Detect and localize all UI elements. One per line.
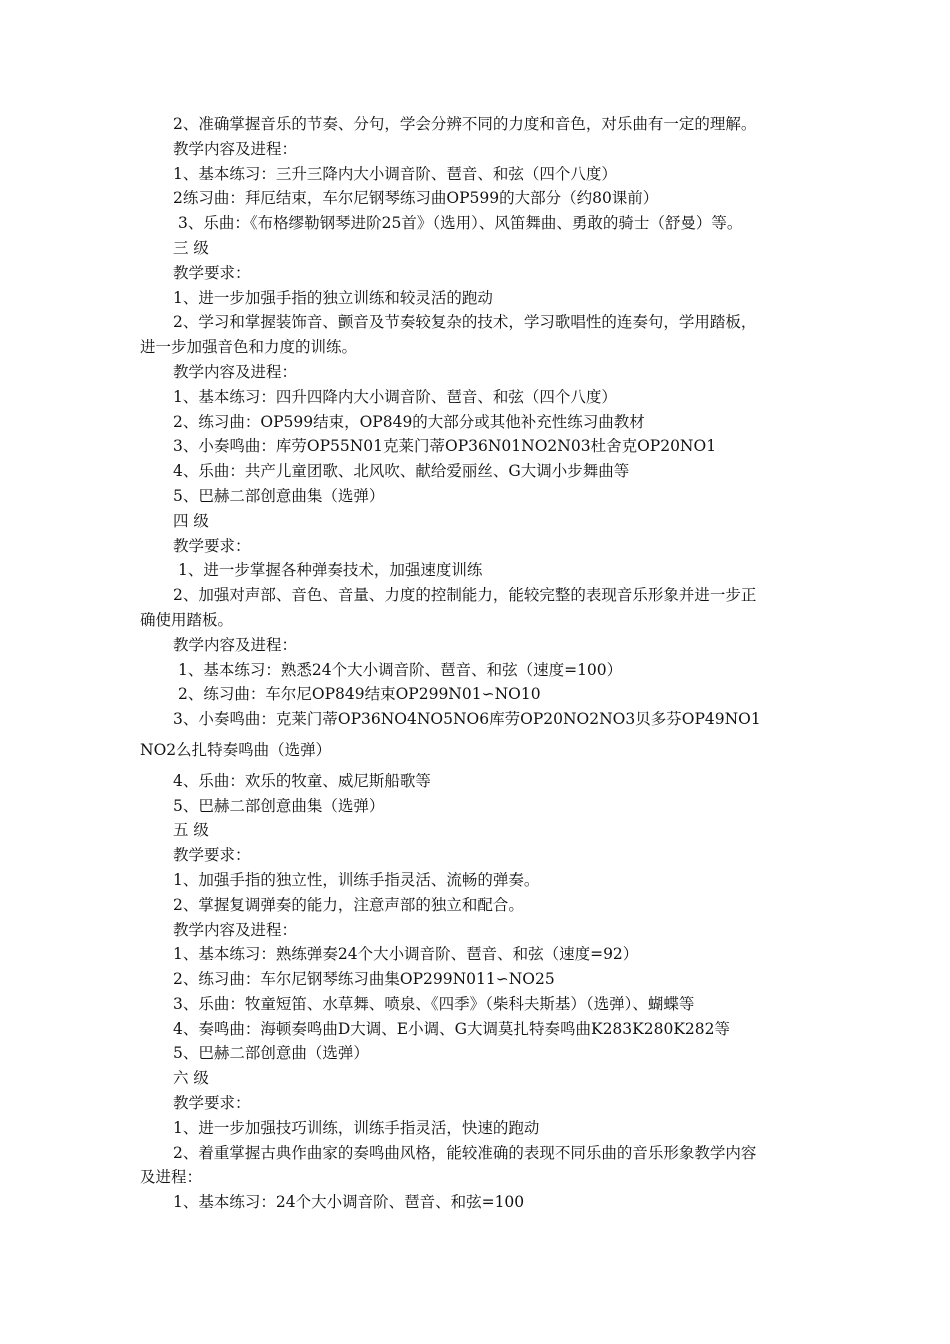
paragraph-continuation: 确使用踏板。: [140, 610, 234, 629]
paragraph: 5、巴赫二部创意曲（选弹）: [173, 1044, 369, 1063]
paragraph: 3、小奏鸣曲：克莱门蒂OP36NO4NO5NO6库劳OP20NO2NO3贝多芬OP49NO1: [173, 710, 761, 729]
paragraph: 1、进一步加强手指的独立训练和较灵活的跑动: [173, 288, 493, 307]
section-subheading: 教学内容及进程：: [173, 635, 298, 654]
paragraph: 3、乐曲：《布格缪勒钢琴进阶25首》（选用）、风笛舞曲、勇敢的骑士（舒曼）等。: [178, 214, 743, 233]
level-heading: 五 级: [173, 821, 209, 840]
level-heading: 三 级: [173, 238, 209, 257]
level-heading: 四 级: [173, 511, 209, 530]
paragraph-continuation: 进一步加强音色和力度的训练。: [140, 338, 358, 357]
paragraph: 3、乐曲：牧童短笛、水草舞、喷泉、《四季》（柴科夫斯基）（选弹）、蝴蝶等: [173, 994, 695, 1013]
paragraph-continuation: NO2么扎特奏鸣曲（选弹）: [140, 740, 332, 759]
paragraph: 1、基本练习：四升四降内大小调音阶、琶音、和弦（四个八度）: [173, 387, 617, 406]
paragraph: 4、乐曲：欢乐的牧童、威尼斯船歌等: [173, 771, 431, 790]
paragraph: 5、巴赫二部创意曲集（选弹）: [173, 796, 385, 815]
section-subheading: 教学要求：: [173, 263, 251, 282]
paragraph: 2、学习和掌握装饰音、颤音及节奏较复杂的技术，学习歌唱性的连奏句，学用踏板，: [173, 313, 757, 332]
level-heading: 六 级: [173, 1069, 209, 1088]
section-subheading: 教学内容及进程：: [173, 139, 298, 158]
paragraph: 3、小奏鸣曲：库劳OP55N01克莱门蒂OP36N01NO2N03杜舍克OP20NO1: [173, 437, 717, 456]
paragraph: 5、巴赫二部创意曲集（选弹）: [173, 486, 385, 505]
paragraph: 1、进一步掌握各种弹奏技术，加强速度训练: [178, 561, 483, 580]
paragraph: 1、基本练习：24个大小调音阶、琶音、和弦=100: [173, 1193, 525, 1212]
paragraph: 2、练习曲：车尔尼钢琴练习曲集OP299N011∽NO25: [173, 970, 555, 989]
section-subheading: 教学要求：: [173, 536, 251, 555]
paragraph: 1、基本练习：三升三降内大小调音阶、琶音、和弦（四个八度）: [173, 164, 617, 183]
paragraph: 1、加强手指的独立性，训练手指灵活、流畅的弹奏。: [173, 870, 540, 889]
paragraph: 2、着重掌握古典作曲家的奏鸣曲风格，能较准确的表现不同乐曲的音乐形象教学内容: [173, 1143, 757, 1162]
paragraph: 1、基本练习：熟练弹奏24个大小调音阶、琶音、和弦（速度=92）: [173, 945, 639, 964]
section-subheading: 教学内容及进程：: [173, 362, 298, 381]
paragraph: 2练习曲：拜厄结束，车尔尼钢琴练习曲OP599的大部分（约80课前）: [173, 189, 659, 208]
paragraph: 1、进一步加强技巧训练，训练手指灵活，快速的跑动: [173, 1118, 540, 1137]
section-subheading: 教学要求：: [173, 846, 251, 865]
paragraph: 2、加强对声部、音色、音量、力度的控制能力，能较完整的表现音乐形象并进一步正: [173, 586, 757, 605]
paragraph: 1、基本练习：熟悉24个大小调音阶、琶音、和弦（速度=100）: [178, 660, 623, 679]
paragraph-continuation: 及进程：: [140, 1168, 203, 1187]
paragraph: 4、奏鸣曲：海顿奏鸣曲D大调、E小调、G大调莫扎特奏鸣曲K283K280K282等: [173, 1019, 730, 1038]
paragraph: 2、练习曲：车尔尼OP849结束OP299N01∽NO10: [178, 685, 541, 704]
paragraph: 2、练习曲：OP599结束，OP849的大部分或其他补充性练习曲教材: [173, 412, 645, 431]
paragraph: 4、乐曲：共产儿童团歌、北风吹、献给爱丽丝、G大调小步舞曲等: [173, 462, 630, 481]
paragraph: 2、准确掌握音乐的节奏、分句，学会分辨不同的力度和音色，对乐曲有一定的理解。: [173, 115, 757, 133]
paragraph: 2、掌握复调弹奏的能力，注意声部的独立和配合。: [173, 895, 524, 914]
section-subheading: 教学要求：: [173, 1094, 251, 1113]
section-subheading: 教学内容及进程：: [173, 920, 298, 939]
document-body: [140, 112, 820, 1215]
